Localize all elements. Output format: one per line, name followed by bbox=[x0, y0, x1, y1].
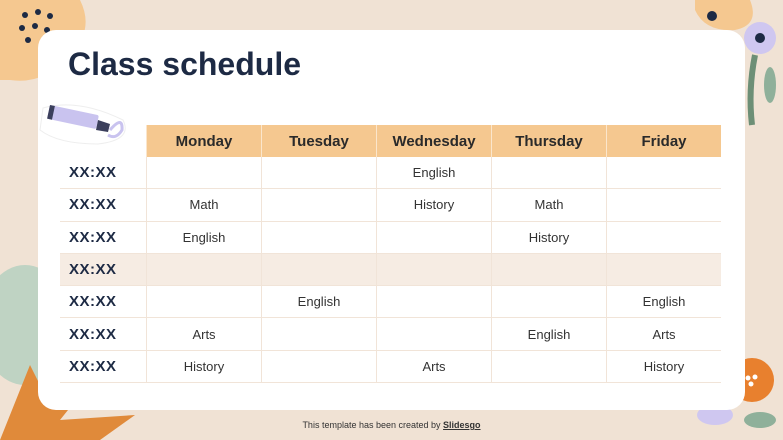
time-cell: XX:XX bbox=[60, 189, 147, 221]
slidesgo-link[interactable]: Slidesgo bbox=[443, 420, 481, 430]
time-cell: XX:XX bbox=[60, 318, 147, 350]
subject-cell bbox=[262, 253, 377, 285]
footer-text: This template has been created by bbox=[302, 420, 444, 430]
day-header-tuesday: Tuesday bbox=[262, 125, 377, 157]
subject-cell: Arts bbox=[377, 350, 492, 382]
subject-cell bbox=[377, 253, 492, 285]
table-row bbox=[60, 189, 721, 221]
table-row bbox=[60, 157, 721, 189]
subject-cell bbox=[147, 157, 262, 189]
subject-cell bbox=[492, 286, 607, 318]
subject-cell: Arts bbox=[607, 318, 722, 350]
table-row bbox=[60, 253, 721, 285]
subject-cell bbox=[262, 157, 377, 189]
day-header-wednesday: Wednesday bbox=[377, 125, 492, 157]
subject-cell: English bbox=[262, 286, 377, 318]
subject-cell bbox=[492, 350, 607, 382]
subject-cell bbox=[262, 189, 377, 221]
subject-cell bbox=[607, 157, 722, 189]
footer-credit bbox=[0, 420, 783, 430]
table-row bbox=[60, 221, 721, 253]
subject-cell: Math bbox=[492, 189, 607, 221]
subject-cell: History bbox=[377, 189, 492, 221]
subject-cell: History bbox=[492, 221, 607, 253]
time-cell: XX:XX bbox=[60, 157, 147, 189]
subject-cell bbox=[262, 221, 377, 253]
subject-cell bbox=[262, 318, 377, 350]
subject-cell bbox=[262, 350, 377, 382]
subject-cell bbox=[147, 253, 262, 285]
subject-cell: English bbox=[377, 157, 492, 189]
subject-cell bbox=[377, 221, 492, 253]
time-cell: XX:XX bbox=[60, 286, 147, 318]
day-header-thursday: Thursday bbox=[492, 125, 607, 157]
time-cell: XX:XX bbox=[60, 350, 147, 382]
table-row bbox=[60, 350, 721, 382]
time-cell: XX:XX bbox=[60, 221, 147, 253]
day-header-monday: Monday bbox=[147, 125, 262, 157]
table-row bbox=[60, 286, 721, 318]
subject-cell bbox=[492, 253, 607, 285]
subject-cell: English bbox=[607, 286, 722, 318]
corner-cell bbox=[60, 125, 147, 157]
subject-cell bbox=[377, 318, 492, 350]
time-cell: XX:XX bbox=[60, 253, 147, 285]
subject-cell: English bbox=[147, 221, 262, 253]
subject-cell bbox=[607, 189, 722, 221]
page-title: Class schedule bbox=[68, 46, 301, 82]
schedule-table bbox=[60, 125, 721, 383]
table-row bbox=[60, 318, 721, 350]
subject-cell: Arts bbox=[147, 318, 262, 350]
day-header-friday: Friday bbox=[607, 125, 722, 157]
subject-cell: English bbox=[492, 318, 607, 350]
subject-cell: History bbox=[607, 350, 722, 382]
subject-cell bbox=[147, 286, 262, 318]
subject-cell bbox=[607, 221, 722, 253]
subject-cell bbox=[607, 253, 722, 285]
subject-cell bbox=[492, 157, 607, 189]
subject-cell: Math bbox=[147, 189, 262, 221]
subject-cell bbox=[377, 286, 492, 318]
subject-cell: History bbox=[147, 350, 262, 382]
